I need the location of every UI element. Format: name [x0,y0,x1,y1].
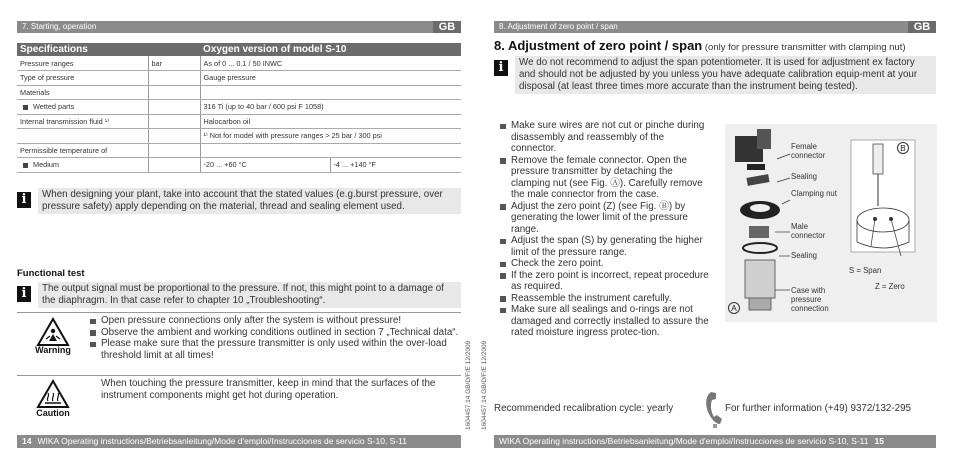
caution-text: When touching the pressure transmitter, keep in mind that the surfaces of the instrument components might get hot during operation. [101,378,436,401]
figure-marker-a: A [728,302,740,314]
list-item: Make sure wires are not cut or pinche during disassembly and reassembly of the connector. [499,120,709,155]
section-header-text: 7. Starting, operation [22,22,97,31]
section-header [494,21,936,33]
table-cell [200,143,461,158]
table-cell: 316 Ti (up to 40 bar / 600 psi F 1058) [200,100,461,115]
design-note: When designing your plant, take into account that the stated values (e.g.burst pressure, over pressure safety) apply depending on the material, thread and sealing element used. [38,188,461,214]
table-cell [200,85,461,100]
label-clamping-nut: Clamping nut [791,189,837,198]
table-cell: -20 ... +60 °C [200,158,330,173]
hot-surface-caution-icon [36,379,70,409]
table-cell: Pressure ranges [17,56,148,71]
info-icon: i [17,192,31,208]
table-cell-footnote: ¹⁾ Not for model with pressure ranges > 25 bar / 300 psi [200,129,461,144]
label-sealing: Sealing [791,172,818,181]
section-header-text: 8. Adjustment of zero point / span [499,22,618,31]
list-item: Adjust the span (S) by generating the higher limit of the pressure range. [499,235,709,258]
right-page [477,0,954,471]
page-title-sub: (only for pressure transmitter with clamping nut) [702,42,906,53]
table-row [17,114,461,129]
table-row [17,56,461,71]
table-header-row [17,43,461,56]
table-row [17,143,461,158]
bullet-square-icon [23,105,28,110]
assembly-figure [725,124,937,322]
table-cell: Halocarbon oil [200,114,461,129]
table-row [17,158,461,173]
warning-list [89,315,461,361]
label-case-with-pressure-connection: Case with pressure connection [791,286,829,313]
table-cell: Internal transmission fluid ¹⁾ [17,114,148,129]
table-row [17,85,461,100]
table-row [17,71,461,86]
label-zero: Z = Zero [875,282,905,291]
figure-marker-b: B [897,142,909,154]
table-cell: bar [148,56,200,71]
list-item: Adjust the zero point (Z) (see Fig. Ⓑ) by generating the lower limit of the pressure range. [499,201,709,236]
table-cell: As of 0 ... 0.1 / 50 INWC [200,56,461,71]
list-item: Check the zero point. [499,258,709,270]
warning-label: Warning [35,345,71,355]
info-icon: i [17,286,31,302]
table-row [17,129,461,144]
language-badge: GB [433,21,461,33]
functional-test-title: Functional test [17,268,85,279]
recalibration-text: Recommended recalibration cycle: yearly [494,403,674,414]
table-header-oxygen-version: Oxygen version of model S-10 [200,43,461,56]
table-cell-text: Medium [33,160,59,170]
label-male-connector: Male connector [791,222,826,240]
label-sealing: Sealing [791,251,818,260]
table-row [17,100,461,115]
label-female-connector: Female connector [791,142,826,160]
table-cell-text: Wetted parts [33,102,75,112]
table-cell [148,114,200,129]
caution-box [17,375,461,423]
table-cell [148,158,200,173]
page-number: 15 [874,436,884,446]
info-icon: i [494,60,508,76]
table-cell [148,71,200,86]
label-span: S = Span [849,266,882,275]
table-cell [148,129,200,144]
telephone-icon [703,388,725,428]
adjustment-steps-list [499,120,709,339]
list-item: Make sure all sealings and o-rings are not damaged and correctly installed to assure the rated moisture ingress protec-tion. [499,304,709,339]
page-title [494,38,936,53]
span-note: We do not recommend to adjust the span potentiometer. It is used for adjustment ex factory and should not be adjusted by you unless you have adequate calibration equip-ment at your disposal (at least three times more accurate than the instrument being tested). [515,56,936,94]
table-cell: Materials [17,85,148,100]
table-cell [148,143,200,158]
table-cell [17,100,148,115]
list-item: If the zero point is incorrect, repeat procedure as required. [499,270,709,293]
section-header [17,21,461,33]
table-cell [148,100,200,115]
table-cell: -4 ... +140 °F [330,158,461,173]
warning-triangle-icon [36,317,70,347]
table-cell: Gauge pressure [200,71,461,86]
page-footer [494,435,936,448]
table-cell [17,129,148,144]
list-item: Observe the ambient and working conditions outlined in section 7 „Technical data“. [89,327,461,339]
list-item: Reassemble the instrument carefully. [499,293,709,305]
list-item: Please make sure that the pressure transmitter is only used within the over-load threshold limit at all times! [89,338,461,361]
page-title-main: 8. Adjustment of zero point / span [494,38,703,53]
caution-label: Caution [36,408,70,418]
document-code: 1604457.14 GB/D/F/E 12/2009 [481,340,488,430]
table-cell: Permissible temperature of [17,143,148,158]
functional-test-note: The output signal must be proportional to the pressure. If not, this might point to a damage of the diaphragm. In that case refer to chapter 10 „Troubleshooting“. [38,282,461,308]
table-cell [148,85,200,100]
warning-box [17,312,461,374]
language-badge: GB [908,21,936,33]
table-header-specifications: Specifications [17,43,200,56]
list-item: Remove the female connector. Open the pressure transmitter by detaching the clamping nut (see Fig. Ⓐ). Carefully remove the male connector from the case. [499,155,709,201]
table-cell [17,158,148,173]
document-code: 1604457.14 GB/D/F/E 12/2009 [465,340,472,430]
page-number: 14 [22,436,32,446]
further-information-text: For further information (+49) 9372/132-295 [725,403,911,414]
footer-text: WIKA Operating instructions/Betriebsanleitung/Mode d'emploi/Instrucciones de servicio S-10, S-11 [499,436,869,446]
table-cell: Type of pressure [17,71,148,86]
specifications-table [17,43,461,173]
bullet-square-icon [23,163,28,168]
footer-text: WIKA Operating instructions/Betriebsanleitung/Mode d'emploi/Instrucciones de servicio S-10, S-11 [37,436,407,446]
page-footer [17,435,461,448]
list-item: Open pressure connections only after the system is without pressure! [89,315,461,327]
